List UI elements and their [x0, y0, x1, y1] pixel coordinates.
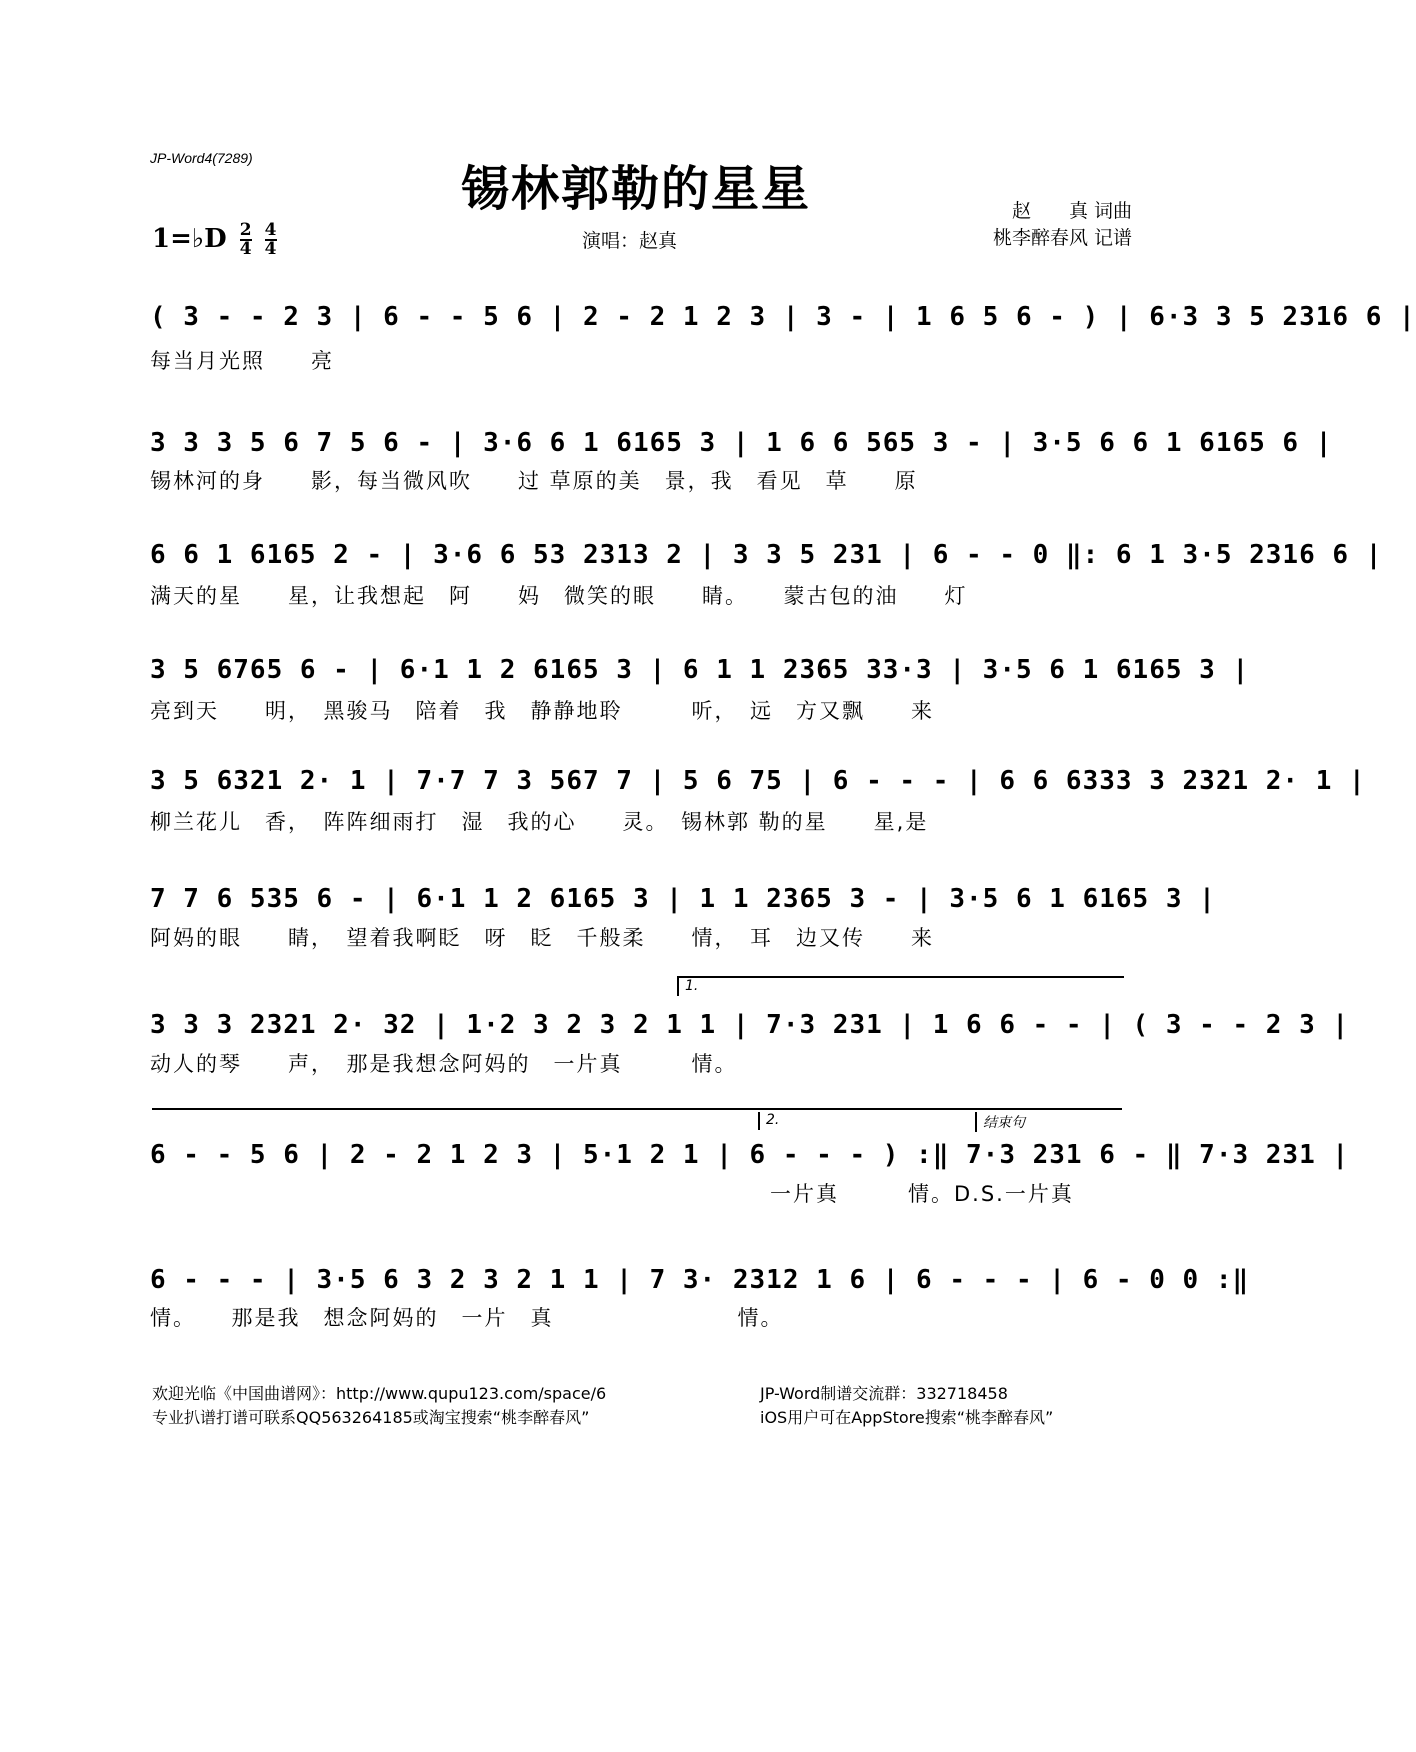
- lyric-line-8: 一片真 情。D.S.一片真: [770, 1182, 1074, 1206]
- transcriber: 桃李醉春风 记谱: [992, 227, 1132, 249]
- score-line-6: 7 7 6 535 6 - | 6·1 1 2 6165 3 | 1 1 2365 3 - | 3·5 6 1 6165 3 |: [150, 884, 1216, 914]
- lyric-line-6: 阿妈的眼 睛， 望着我啊眨 呀 眨 千般柔 情， 耳 边又传 来: [150, 926, 934, 950]
- coda-label: 结束句: [975, 1112, 1025, 1132]
- footer-group: JP-Word制谱交流群：332718458: [760, 1384, 1008, 1403]
- footer-website: 欢迎光临《中国曲谱网》：http://www.qupu123.com/space/6: [152, 1384, 607, 1403]
- volta-1-label: 1.: [685, 978, 699, 994]
- lyricist-composer: 赵 真 词曲: [1011, 200, 1132, 222]
- footer-right: [760, 1382, 1053, 1430]
- footer-left: [152, 1382, 606, 1430]
- score-line-4: 3 5 6765 6 - | 6·1 1 2 6165 3 | 6 1 1 2365 33·3 | 3·5 6 1 6165 3 |: [150, 655, 1250, 685]
- lyric-line-5: 柳兰花儿 香， 阵阵细雨打 湿 我的心 灵。 锡林郭 勒的星 星,是: [150, 810, 929, 834]
- key-label: 1=♭D: [152, 224, 227, 254]
- credits: [993, 198, 1132, 252]
- singer: 演唱：赵真: [582, 230, 678, 252]
- system-8-top-rule: [152, 1108, 1122, 1110]
- key-signature: [152, 222, 277, 258]
- footer-contact: 专业扒谱打谱可联系QQ563264185或淘宝搜索“桃李醉春风”: [152, 1408, 590, 1427]
- score-line-2: 3 3 3 5 6 7 5 6 - | 3·6 6 1 6165 3 | 1 6 6 565 3 - | 3·5 6 6 1 6165 6 |: [150, 428, 1333, 458]
- score-line-3: 6 6 1 6165 2 - | 3·6 6 53 2313 2 | 3 3 5 231 | 6 - - 0 ‖: 6 1 3·5 2316 6 |: [150, 540, 1383, 570]
- score-line-1: ( 3 - - 2 3 | 6 - - 5 6 | 2 - 2 1 2 3 | 3 - | 1 6 5 6 - ) | 6·3 3 5 2316 6 |: [150, 302, 1416, 332]
- source-label: JP-Word4(7289): [150, 150, 253, 166]
- score-line-5: 3 5 6321 2· 1 | 7·7 7 3 567 7 | 5 6 75 | 6 - - - | 6 6 6333 3 2321 2· 1 |: [150, 766, 1366, 796]
- volta-2-label: 2.: [766, 1112, 780, 1128]
- lyric-line-4: 亮到天 明， 黑骏马 陪着 我 静静地聆 听， 远 方又飘 来: [150, 699, 934, 723]
- song-title: 锡林郭勒的星星: [460, 161, 811, 217]
- score-line-8: 6 - - 5 6 | 2 - 2 1 2 3 | 5·1 2 1 | 6 - - - ) :‖ 7·3 231 6 - ‖ 7·3 231 |: [150, 1140, 1350, 1170]
- lyric-line-2: 锡林河的身 影，每当微风吹 过 草原的美 景，我 看见 草 原: [150, 469, 918, 493]
- lyric-line-1: 每当月光照 亮: [150, 349, 334, 373]
- time-signature-2: $\frac{4}{4}$: [264, 220, 277, 259]
- score-line-7: 3 3 3 2321 2· 32 | 1·2 3 2 3 2 1 1 | 7·3 231 | 1 6 6 - - | ( 3 - - 2 3 |: [150, 1010, 1350, 1040]
- volta-bracket-2: [758, 1112, 975, 1130]
- lyric-line-7: 动人的琴 声， 那是我想念阿妈的 一片真 情。: [150, 1052, 738, 1076]
- footer-appstore: iOS用户可在AppStore搜索“桃李醉春风”: [760, 1408, 1054, 1427]
- score-line-9: 6 - - - | 3·5 6 3 2 3 2 1 1 | 7 3· 2312 1 6 | 6 - - - | 6 - 0 0 :‖: [150, 1265, 1250, 1295]
- lyric-line-9: 情。 那是我 想念阿妈的 一片 真 情。: [150, 1306, 784, 1330]
- lyric-line-3: 满天的星 星，让我想起 阿 妈 微笑的眼 睛。 蒙古包的油 灯: [150, 584, 968, 608]
- volta-bracket-1: [677, 976, 1124, 996]
- time-signature-1: $\frac{2}{4}$: [239, 220, 252, 259]
